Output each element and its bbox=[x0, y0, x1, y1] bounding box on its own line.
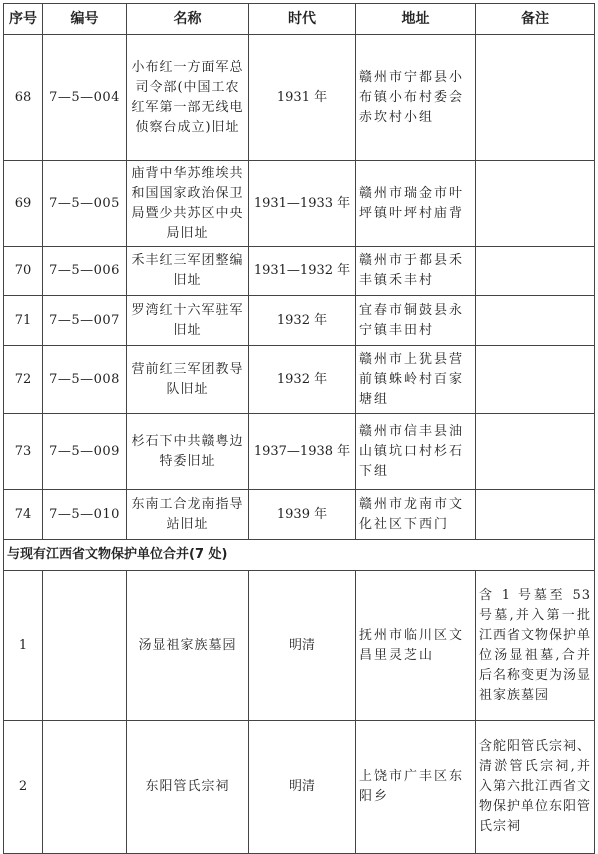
section-row bbox=[4, 540, 595, 571]
row-note bbox=[476, 490, 595, 540]
row-name: 汤显祖家族墓园 bbox=[127, 571, 249, 721]
header-address: 地址 bbox=[356, 4, 476, 35]
row-name: 罗湾红十六军驻军旧址 bbox=[127, 296, 249, 346]
row-code: 7—5—010 bbox=[43, 490, 127, 540]
row-name: 禾丰红三军团整编旧址 bbox=[127, 247, 249, 296]
row-era: 明清 bbox=[249, 721, 356, 854]
row-note: 含舵阳管氏宗祠、清淤管氏宗祠,并入第六批江西省文物保护单位东阳管氏宗祠 bbox=[476, 721, 595, 854]
row-note bbox=[476, 247, 595, 296]
row-address: 赣州市宁都县小布镇小布村委会赤坎村小组 bbox=[356, 35, 476, 161]
row-seq: 70 bbox=[4, 247, 43, 296]
row-seq: 1 bbox=[4, 571, 43, 721]
table-row bbox=[4, 247, 595, 296]
row-note bbox=[476, 35, 595, 161]
row-seq: 71 bbox=[4, 296, 43, 346]
row-seq: 2 bbox=[4, 721, 43, 854]
row-seq: 72 bbox=[4, 346, 43, 414]
row-note: 含 1 号墓至 53 号墓,并入第一批江西省文物保护单位汤显祖墓,合并后名称变更为汤显祖家族墓园 bbox=[476, 571, 595, 721]
row-name: 杉石下中共赣粤边特委旧址 bbox=[127, 414, 249, 490]
row-code: 7—5—005 bbox=[43, 161, 127, 247]
row-address: 上饶市广丰区东阳乡 bbox=[356, 721, 476, 854]
row-address: 宜春市铜鼓县永宁镇丰田村 bbox=[356, 296, 476, 346]
row-name: 庙背中华苏维埃共和国国家政治保卫局暨少共苏区中央局旧址 bbox=[127, 161, 249, 247]
row-code bbox=[43, 571, 127, 721]
row-era: 1931 年 bbox=[249, 35, 356, 161]
header-seq: 序号 bbox=[4, 4, 43, 35]
table-row bbox=[4, 414, 595, 490]
table-row bbox=[4, 571, 595, 721]
row-address: 赣州市上犹县营前镇蛛岭村百家塘组 bbox=[356, 346, 476, 414]
row-note bbox=[476, 346, 595, 414]
row-name: 营前红三军团教导队旧址 bbox=[127, 346, 249, 414]
header-era: 时代 bbox=[249, 4, 356, 35]
table-row bbox=[4, 35, 595, 161]
row-era: 1939 年 bbox=[249, 490, 356, 540]
row-name: 东阳管氏宗祠 bbox=[127, 721, 249, 854]
row-name: 小布红一方面军总司令部(中国工农红军第一部无线电侦察台成立)旧址 bbox=[127, 35, 249, 161]
section-title: 与现有江西省文物保护单位合并(7 处) bbox=[4, 540, 595, 571]
row-code: 7—5—009 bbox=[43, 414, 127, 490]
table-row bbox=[4, 161, 595, 247]
row-address: 抚州市临川区文昌里灵芝山 bbox=[356, 571, 476, 721]
row-note bbox=[476, 414, 595, 490]
row-seq: 68 bbox=[4, 35, 43, 161]
table-row bbox=[4, 296, 595, 346]
row-address: 赣州市信丰县油山镇坑口村杉石下组 bbox=[356, 414, 476, 490]
row-seq: 74 bbox=[4, 490, 43, 540]
row-era: 1932 年 bbox=[249, 296, 356, 346]
row-address: 赣州市瑞金市叶坪镇叶坪村庙背 bbox=[356, 161, 476, 247]
row-code: 7—5—004 bbox=[43, 35, 127, 161]
row-era: 1932 年 bbox=[249, 346, 356, 414]
row-address: 赣州市龙南市文化社区下西门 bbox=[356, 490, 476, 540]
row-era: 1937—1938 年 bbox=[249, 414, 356, 490]
header-note: 备注 bbox=[476, 4, 595, 35]
row-code: 7—5—006 bbox=[43, 247, 127, 296]
row-era: 1931—1932 年 bbox=[249, 247, 356, 296]
row-era: 明清 bbox=[249, 571, 356, 721]
row-name: 东南工合龙南指导站旧址 bbox=[127, 490, 249, 540]
row-code: 7—5—007 bbox=[43, 296, 127, 346]
row-seq: 73 bbox=[4, 414, 43, 490]
row-code: 7—5—008 bbox=[43, 346, 127, 414]
row-code bbox=[43, 721, 127, 854]
table-row bbox=[4, 490, 595, 540]
table-row bbox=[4, 721, 595, 854]
table-header-row bbox=[4, 4, 595, 35]
header-name: 名称 bbox=[127, 4, 249, 35]
table-row bbox=[4, 346, 595, 414]
row-seq: 69 bbox=[4, 161, 43, 247]
heritage-list-table bbox=[3, 3, 595, 854]
header-code: 编号 bbox=[43, 4, 127, 35]
row-era: 1931—1933 年 bbox=[249, 161, 356, 247]
row-note bbox=[476, 161, 595, 247]
row-address: 赣州市于都县禾丰镇禾丰村 bbox=[356, 247, 476, 296]
row-note bbox=[476, 296, 595, 346]
